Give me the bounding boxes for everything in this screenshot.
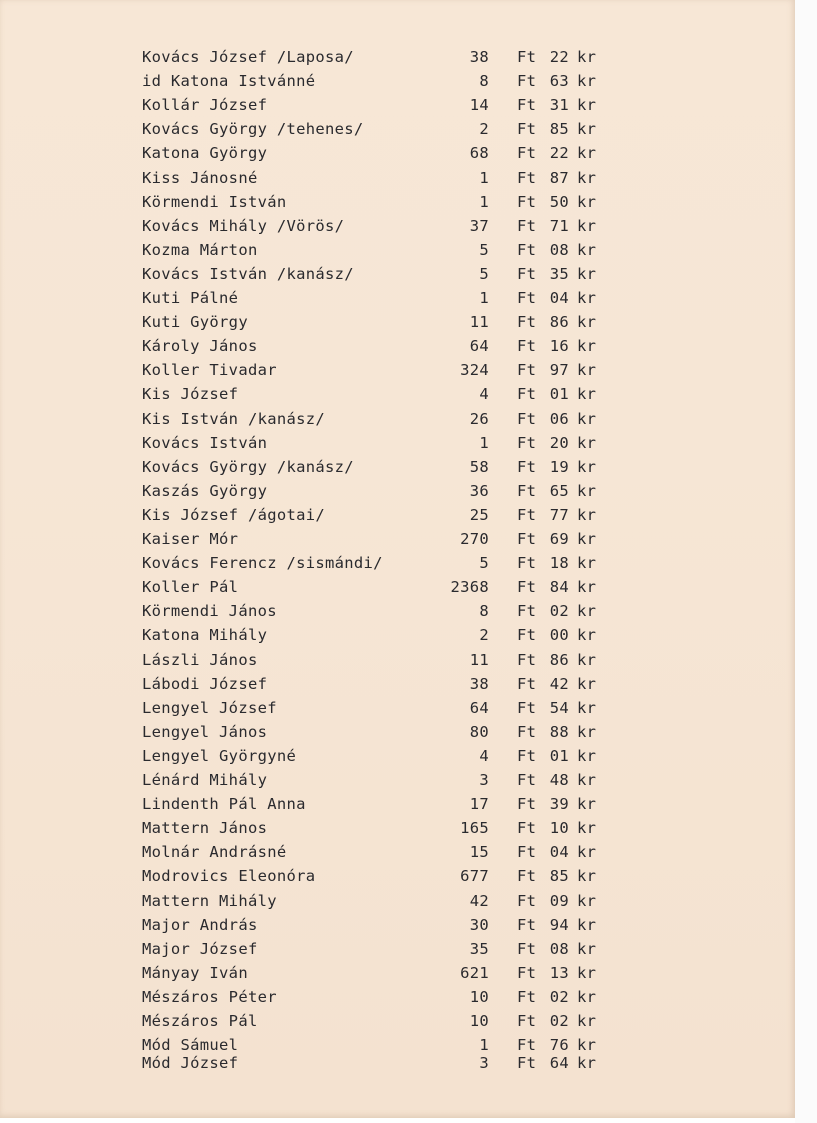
krajcar-amount: 04 [549, 289, 569, 307]
forint-amount: 80 [469, 722, 489, 741]
person-name: Kis József /ágotai/ [142, 505, 326, 524]
krajcar-unit: kr [577, 578, 597, 597]
ledger-row [0, 215, 795, 237]
forint-amount: 1 [479, 168, 489, 187]
ledger-row [0, 167, 795, 189]
person-name: Kovács Mihály /Vörös/ [142, 216, 345, 235]
forint-amount: 5 [479, 264, 489, 283]
ledger-row [0, 456, 795, 478]
krajcar-unit: kr [577, 96, 597, 115]
person-name: Kiss Jánosné [142, 168, 258, 187]
krajcar-amount: 31 [549, 96, 569, 115]
ledger-row [0, 938, 795, 960]
ledger-row [0, 142, 795, 164]
krajcar-unit: kr [577, 987, 597, 1006]
krajcar-unit: kr [577, 72, 597, 91]
person-name: Mészáros Péter [142, 987, 277, 1006]
krajcar-unit: kr [577, 843, 597, 862]
krajcar-amount: 20 [549, 433, 569, 452]
forint-unit: Ft [517, 385, 537, 404]
krajcar-unit: kr [577, 771, 597, 789]
ledger-row [0, 841, 795, 863]
krajcar-amount: 97 [549, 361, 569, 380]
person-name: Kozma Márton [142, 240, 258, 259]
krajcar-unit: kr [577, 819, 597, 838]
forint-amount: 38 [469, 48, 489, 66]
ledger-row [0, 600, 795, 622]
ledger-row [0, 697, 795, 719]
forint-unit: Ft [517, 216, 537, 235]
forint-amount: 42 [469, 891, 489, 910]
person-name: Major József [142, 939, 258, 958]
forint-unit: Ft [517, 72, 537, 91]
forint-unit: Ft [517, 602, 537, 621]
forint-unit: Ft [517, 240, 537, 259]
forint-amount: 10 [469, 1012, 489, 1030]
ledger-row [0, 914, 795, 936]
forint-unit: Ft [517, 674, 537, 693]
krajcar-unit: kr [577, 264, 597, 283]
person-name: Kuti Pálné [142, 289, 239, 307]
krajcar-amount: 02 [549, 602, 569, 621]
forint-amount: 2 [479, 120, 489, 139]
forint-unit: Ft [517, 1036, 537, 1055]
krajcar-unit: kr [577, 795, 597, 814]
krajcar-amount: 42 [549, 674, 569, 693]
forint-unit: Ft [517, 554, 537, 573]
krajcar-unit: kr [577, 939, 597, 958]
person-name: Kovács István /kanász/ [142, 264, 354, 283]
forint-amount: 11 [469, 313, 489, 332]
person-name: Körmendi János [142, 602, 277, 621]
ledger-row [0, 287, 795, 309]
person-name: Károly János [142, 337, 258, 356]
forint-amount: 2368 [450, 578, 489, 597]
forint-amount: 4 [479, 385, 489, 404]
forint-unit: Ft [517, 433, 537, 452]
ledger-row [0, 624, 795, 646]
person-name: Kollár József [142, 96, 268, 115]
krajcar-amount: 87 [549, 168, 569, 187]
krajcar-unit: kr [577, 963, 597, 982]
ledger-row [0, 817, 795, 839]
krajcar-unit: kr [577, 505, 597, 524]
forint-amount: 621 [460, 963, 489, 982]
ledger-row [0, 432, 795, 454]
forint-unit: Ft [517, 530, 537, 548]
krajcar-amount: 63 [549, 72, 569, 91]
forint-amount: 64 [469, 337, 489, 356]
person-name: Katona Mihály [142, 626, 268, 645]
krajcar-amount: 86 [549, 650, 569, 669]
forint-unit: Ft [517, 722, 537, 741]
person-name: Kis István /kanász/ [142, 409, 326, 428]
forint-unit: Ft [517, 963, 537, 982]
forint-unit: Ft [517, 144, 537, 163]
person-name: Kovács György /kanász/ [142, 457, 354, 476]
forint-unit: Ft [517, 578, 537, 597]
krajcar-amount: 04 [549, 843, 569, 862]
person-name: Kis József [142, 385, 239, 404]
ledger-row [0, 1010, 795, 1032]
forint-amount: 37 [469, 216, 489, 235]
krajcar-amount: 08 [549, 240, 569, 259]
krajcar-unit: kr [577, 915, 597, 934]
krajcar-amount: 35 [549, 264, 569, 283]
ledger-row [0, 70, 795, 92]
forint-amount: 8 [479, 602, 489, 621]
krajcar-amount: 84 [549, 578, 569, 597]
forint-amount: 30 [469, 915, 489, 934]
krajcar-unit: kr [577, 530, 597, 548]
krajcar-amount: 22 [549, 48, 569, 66]
krajcar-unit: kr [577, 626, 597, 645]
person-name: Mányay Iván [142, 963, 248, 982]
forint-unit: Ft [517, 891, 537, 910]
forint-amount: 10 [469, 987, 489, 1006]
krajcar-unit: kr [577, 457, 597, 476]
forint-unit: Ft [517, 264, 537, 283]
ledger-row [0, 528, 795, 550]
krajcar-unit: kr [577, 674, 597, 693]
person-name: Mattern János [142, 819, 268, 838]
krajcar-unit: kr [577, 168, 597, 187]
ledger-row [0, 673, 795, 695]
forint-amount: 3 [479, 1054, 489, 1073]
forint-amount: 38 [469, 674, 489, 693]
person-name: Lénárd Mihály [142, 771, 268, 789]
krajcar-amount: 48 [549, 771, 569, 789]
ledger-row [0, 576, 795, 598]
ledger-row [0, 552, 795, 574]
forint-unit: Ft [517, 746, 537, 765]
krajcar-unit: kr [577, 722, 597, 741]
krajcar-unit: kr [577, 361, 597, 380]
ledger-row [0, 191, 795, 213]
krajcar-unit: kr [577, 144, 597, 163]
ledger-row [0, 769, 795, 791]
forint-unit: Ft [517, 819, 537, 838]
forint-amount: 64 [469, 698, 489, 717]
ledger-row [0, 311, 795, 333]
forint-amount: 2 [479, 626, 489, 645]
forint-unit: Ft [517, 313, 537, 332]
person-name: Lászli János [142, 650, 258, 669]
forint-amount: 4 [479, 746, 489, 765]
forint-amount: 270 [460, 530, 489, 548]
forint-amount: 25 [469, 505, 489, 524]
forint-amount: 36 [469, 481, 489, 500]
forint-unit: Ft [517, 96, 537, 115]
forint-unit: Ft [517, 987, 537, 1006]
krajcar-unit: kr [577, 554, 597, 573]
forint-amount: 5 [479, 240, 489, 259]
forint-unit: Ft [517, 698, 537, 717]
forint-unit: Ft [517, 650, 537, 669]
person-name: Molnár Andrásné [142, 843, 287, 862]
ledger-row [0, 865, 795, 887]
krajcar-amount: 18 [549, 554, 569, 573]
krajcar-unit: kr [577, 481, 597, 500]
forint-unit: Ft [517, 771, 537, 789]
forint-unit: Ft [517, 843, 537, 862]
person-name: Major András [142, 915, 258, 934]
ledger-row [0, 890, 795, 912]
ledger-row [0, 480, 795, 502]
forint-unit: Ft [517, 120, 537, 139]
krajcar-unit: kr [577, 746, 597, 765]
ledger-row [0, 263, 795, 285]
krajcar-unit: kr [577, 1036, 597, 1055]
krajcar-unit: kr [577, 120, 597, 139]
person-name: Körmendi István [142, 192, 287, 211]
forint-amount: 5 [479, 554, 489, 573]
krajcar-amount: 01 [549, 385, 569, 404]
forint-unit: Ft [517, 481, 537, 500]
forint-unit: Ft [517, 457, 537, 476]
krajcar-unit: kr [577, 891, 597, 910]
person-name: Koller Pál [142, 578, 239, 597]
background-margin [795, 0, 817, 1123]
forint-unit: Ft [517, 795, 537, 814]
person-name: Lengyel Györgyné [142, 746, 297, 765]
ledger-row [0, 383, 795, 405]
ledger-row [0, 793, 795, 815]
krajcar-unit: kr [577, 289, 597, 307]
krajcar-unit: kr [577, 337, 597, 356]
ledger-row [0, 46, 795, 68]
forint-amount: 17 [469, 795, 489, 814]
forint-amount: 15 [469, 843, 489, 862]
krajcar-amount: 64 [549, 1054, 569, 1073]
krajcar-amount: 22 [549, 144, 569, 163]
forint-amount: 324 [460, 361, 489, 380]
krajcar-amount: 01 [549, 746, 569, 765]
forint-amount: 3 [479, 771, 489, 789]
krajcar-amount: 00 [549, 626, 569, 645]
krajcar-amount: 69 [549, 530, 569, 548]
person-name: Kovács József /Laposa/ [142, 48, 354, 66]
ledger-row [0, 504, 795, 526]
person-name: Kovács Ferencz /sismándi/ [142, 554, 383, 573]
person-name: Mészáros Pál [142, 1012, 258, 1030]
ledger-row [0, 962, 795, 984]
krajcar-unit: kr [577, 1012, 597, 1030]
krajcar-amount: 77 [549, 505, 569, 524]
person-name: Kaszás György [142, 481, 268, 500]
ledger-row [0, 745, 795, 767]
krajcar-unit: kr [577, 48, 597, 66]
krajcar-amount: 10 [549, 819, 569, 838]
krajcar-unit: kr [577, 192, 597, 211]
forint-unit: Ft [517, 337, 537, 356]
forint-unit: Ft [517, 626, 537, 645]
person-name: Mód József [142, 1054, 239, 1073]
krajcar-amount: 13 [549, 963, 569, 982]
krajcar-unit: kr [577, 313, 597, 332]
ledger-row [0, 1052, 795, 1074]
person-name: Modrovics Eleonóra [142, 867, 316, 886]
krajcar-unit: kr [577, 433, 597, 452]
forint-unit: Ft [517, 168, 537, 187]
person-name: Mattern Mihály [142, 891, 277, 910]
forint-unit: Ft [517, 361, 537, 380]
krajcar-amount: 50 [549, 192, 569, 211]
krajcar-amount: 09 [549, 891, 569, 910]
forint-amount: 58 [469, 457, 489, 476]
krajcar-amount: 39 [549, 795, 569, 814]
forint-unit: Ft [517, 1054, 537, 1073]
krajcar-amount: 02 [549, 1012, 569, 1030]
person-name: Koller Tivadar [142, 361, 277, 380]
krajcar-amount: 06 [549, 409, 569, 428]
ledger-row [0, 359, 795, 381]
forint-unit: Ft [517, 48, 537, 66]
krajcar-amount: 76 [549, 1036, 569, 1055]
forint-amount: 1 [479, 433, 489, 452]
forint-amount: 8 [479, 72, 489, 91]
krajcar-unit: kr [577, 216, 597, 235]
krajcar-unit: kr [577, 385, 597, 404]
person-name: Kovács György /tehenes/ [142, 120, 364, 139]
forint-unit: Ft [517, 409, 537, 428]
krajcar-unit: kr [577, 409, 597, 428]
krajcar-amount: 94 [549, 915, 569, 934]
forint-amount: 11 [469, 650, 489, 669]
krajcar-amount: 88 [549, 722, 569, 741]
ledger-row [0, 239, 795, 261]
person-name: Kaiser Mór [142, 530, 239, 548]
krajcar-amount: 02 [549, 987, 569, 1006]
ledger-row [0, 94, 795, 116]
forint-unit: Ft [517, 289, 537, 307]
forint-unit: Ft [517, 867, 537, 886]
krajcar-amount: 86 [549, 313, 569, 332]
krajcar-amount: 16 [549, 337, 569, 356]
forint-amount: 1 [479, 289, 489, 307]
person-name: Lengyel János [142, 722, 268, 741]
person-name: id Katona Istvánné [142, 72, 316, 91]
krajcar-unit: kr [577, 867, 597, 886]
krajcar-unit: kr [577, 650, 597, 669]
ledger-row [0, 118, 795, 140]
ledger-row [0, 335, 795, 357]
forint-amount: 26 [469, 409, 489, 428]
ledger-row [0, 721, 795, 743]
forint-unit: Ft [517, 1012, 537, 1030]
person-name: Kuti György [142, 313, 248, 332]
forint-unit: Ft [517, 915, 537, 934]
ledger-row [0, 408, 795, 430]
krajcar-amount: 54 [549, 698, 569, 717]
forint-unit: Ft [517, 505, 537, 524]
person-name: Mód Sámuel [142, 1036, 239, 1055]
krajcar-amount: 71 [549, 216, 569, 235]
krajcar-amount: 08 [549, 939, 569, 958]
forint-unit: Ft [517, 939, 537, 958]
krajcar-amount: 65 [549, 481, 569, 500]
person-name: Lindenth Pál Anna [142, 795, 306, 814]
krajcar-amount: 19 [549, 457, 569, 476]
ledger-row [0, 649, 795, 671]
krajcar-amount: 85 [549, 867, 569, 886]
ledger-row [0, 986, 795, 1008]
forint-amount: 1 [479, 1036, 489, 1055]
forint-unit: Ft [517, 192, 537, 211]
krajcar-unit: kr [577, 1054, 597, 1073]
forint-amount: 677 [460, 867, 489, 886]
forint-amount: 35 [469, 939, 489, 958]
person-name: Lengyel József [142, 698, 277, 717]
person-name: Kovács István [142, 433, 268, 452]
forint-amount: 1 [479, 192, 489, 211]
forint-amount: 165 [460, 819, 489, 838]
krajcar-unit: kr [577, 698, 597, 717]
krajcar-unit: kr [577, 240, 597, 259]
krajcar-unit: kr [577, 602, 597, 621]
person-name: Lábodi József [142, 674, 268, 693]
person-name: Katona György [142, 144, 268, 163]
krajcar-amount: 85 [549, 120, 569, 139]
forint-amount: 14 [469, 96, 489, 115]
forint-amount: 68 [469, 144, 489, 163]
